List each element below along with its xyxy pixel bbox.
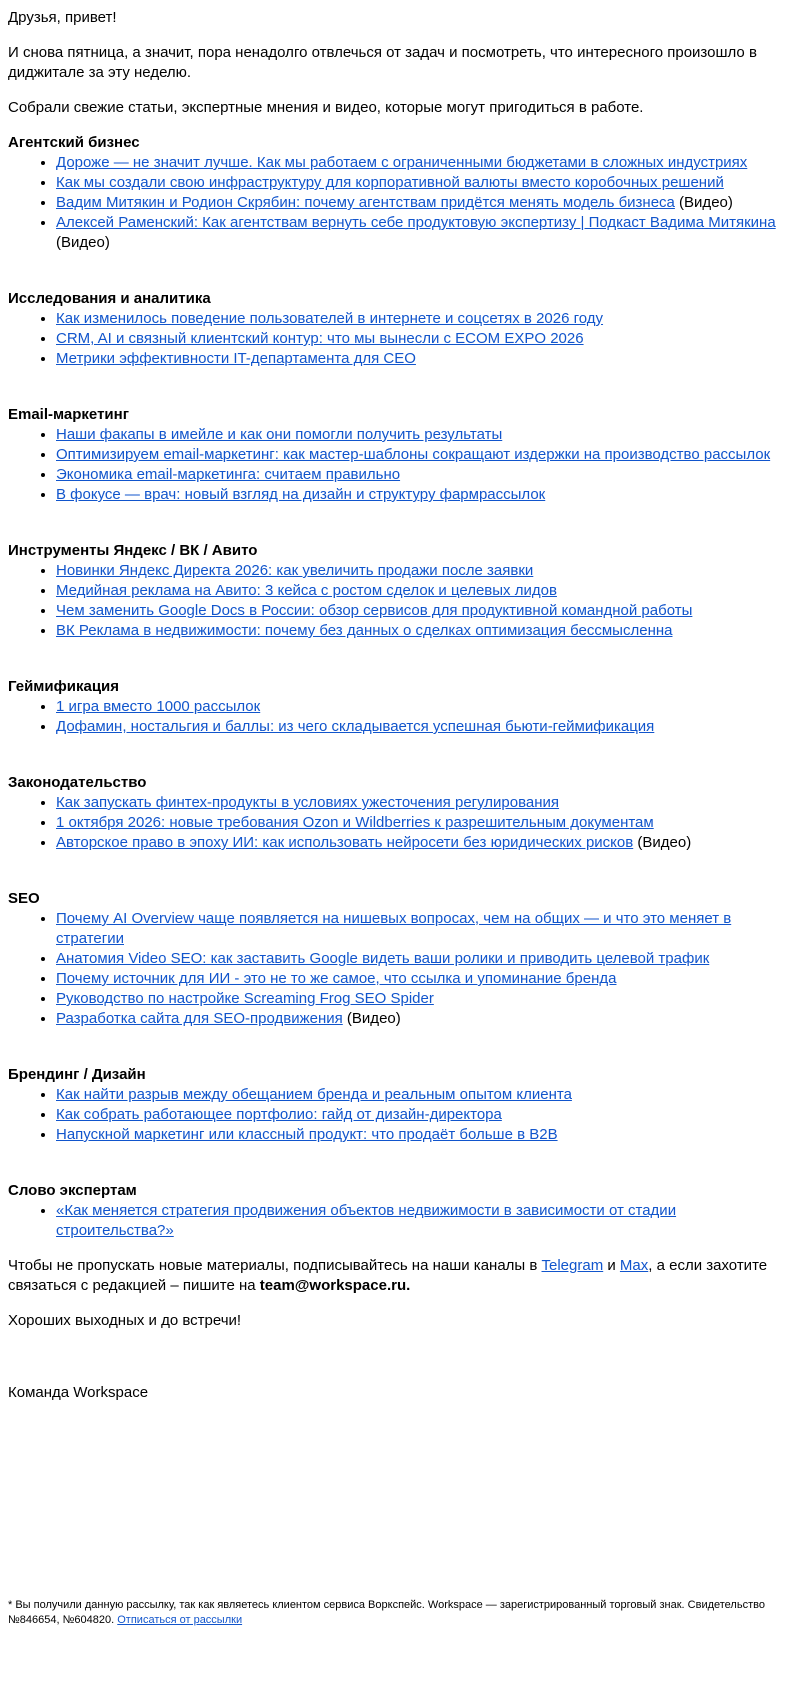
section-title: Email-маркетинг bbox=[8, 406, 129, 423]
article-link[interactable]: Авторское право в эпоху ИИ: как использовать нейросети без юридических рисков bbox=[56, 834, 634, 851]
section-spacer bbox=[8, 853, 792, 889]
article-link[interactable]: Как изменилось поведение пользователей в интернете и соцсетях в 2026 году bbox=[56, 310, 604, 327]
list-item bbox=[56, 485, 792, 505]
telegram-link[interactable]: Telegram bbox=[541, 1257, 604, 1274]
section-spacer bbox=[8, 505, 792, 541]
list-item bbox=[56, 193, 792, 213]
section-spacer bbox=[8, 369, 792, 405]
list-item bbox=[56, 717, 792, 737]
article-list bbox=[8, 909, 792, 1029]
article-list bbox=[8, 1201, 792, 1241]
article-list bbox=[8, 1085, 792, 1145]
article-link[interactable]: Руководство по настройке Screaming Frog SEO Spider bbox=[56, 990, 434, 1007]
article-link[interactable]: Напускной маркетинг или классный продукт: что продаёт больше в B2B bbox=[56, 1126, 558, 1143]
list-item bbox=[56, 1105, 792, 1125]
editor-email: team@workspace.ru. bbox=[259, 1277, 411, 1294]
list-item bbox=[56, 1009, 792, 1029]
article-link[interactable]: 1 октября 2026: новые требования Ozon и Wildberries к разрешительным документам bbox=[56, 814, 654, 831]
list-item bbox=[56, 153, 792, 173]
article-link[interactable]: Как мы создали свою инфраструктуру для корпоративной валюты вместо коробочных решений bbox=[56, 174, 724, 191]
article-list bbox=[8, 697, 792, 737]
article-link[interactable]: Почему источник для ИИ - это не то же самое, что ссылка и упоминание бренда bbox=[56, 970, 617, 987]
intro-paragraph-2: Собрали свежие статьи, экспертные мнения и видео, которые могут пригодиться в работе. bbox=[8, 99, 644, 116]
video-label: (Видео) bbox=[674, 194, 733, 211]
greeting: Друзья, привет! bbox=[8, 9, 117, 26]
section-title: Слово экспертам bbox=[8, 1182, 137, 1199]
list-item bbox=[56, 969, 792, 989]
article-link[interactable]: Как запускать финтех-продукты в условиях ужесточения регулирования bbox=[56, 794, 560, 811]
article-link[interactable]: 1 игра вместо 1000 рассылок bbox=[56, 698, 261, 715]
sections-container bbox=[8, 133, 792, 1241]
subscribe-prefix: Чтобы не пропускать новые материалы, подписывайтесь на наши каналы в bbox=[8, 1257, 542, 1274]
list-item bbox=[56, 793, 792, 813]
list-item bbox=[56, 989, 792, 1009]
footer-note-text: * Вы получили данную рассылку, так как являетесь клиентом сервиса Воркспейс. Workspace — зарегистрированный торговый знак. Свидетельство №846654, №604820. bbox=[8, 1599, 765, 1626]
article-list bbox=[8, 425, 792, 505]
section-title: Инструменты Яндекс / ВК / Авито bbox=[8, 542, 258, 559]
article-link[interactable]: Почему AI Overview чаще появляется на нишевых вопросах, чем на общих — и что это меняет в стратегии bbox=[56, 910, 732, 947]
article-list bbox=[8, 793, 792, 853]
article-list bbox=[8, 561, 792, 641]
list-item bbox=[56, 697, 792, 717]
list-item bbox=[56, 445, 792, 465]
article-link[interactable]: ВК Реклама в недвижимости: почему без данных о сделках оптимизация бессмысленна bbox=[56, 622, 673, 639]
max-link[interactable]: Max bbox=[619, 1257, 649, 1274]
spacer bbox=[8, 1241, 792, 1256]
section-title: SEO bbox=[8, 890, 40, 907]
list-item bbox=[56, 1125, 792, 1145]
section-title: Геймификация bbox=[8, 678, 120, 695]
list-item bbox=[56, 833, 792, 853]
article-link[interactable]: Вадим Митякин и Родион Скрябин: почему агентствам придётся менять модель бизнеса bbox=[56, 194, 675, 211]
list-item bbox=[56, 949, 792, 969]
signature: Команда Workspace bbox=[8, 1384, 149, 1401]
section-title: Агентский бизнес bbox=[8, 134, 140, 151]
article-link[interactable]: Экономика email-маркетинга: считаем правильно bbox=[56, 466, 401, 483]
article-list bbox=[8, 309, 792, 369]
article-list bbox=[8, 153, 792, 253]
list-item bbox=[56, 1085, 792, 1105]
section-title: Законодательство bbox=[8, 774, 147, 791]
article-link[interactable]: «Как меняется стратегия продвижения объектов недвижимости в зависимости от стадии строительства?» bbox=[56, 1202, 677, 1239]
list-item bbox=[56, 173, 792, 193]
intro-paragraph: И снова пятница, а значит, пора ненадолго отвлечься от задач и посмотреть, что интересного произошло в диджитале за эту неделю. bbox=[8, 44, 757, 81]
list-item bbox=[56, 909, 792, 949]
footer-note bbox=[8, 1598, 792, 1628]
list-item bbox=[56, 425, 792, 445]
list-item bbox=[56, 601, 792, 621]
section-title: Исследования и аналитика bbox=[8, 290, 211, 307]
article-link[interactable]: Оптимизируем email-маркетинг: как мастер-шаблоны сокращают издержки на производство рассылок bbox=[56, 446, 771, 463]
list-item bbox=[56, 621, 792, 641]
section-spacer bbox=[8, 737, 792, 773]
article-link[interactable]: Метрики эффективности IT-департамента для CEO bbox=[56, 350, 416, 367]
article-link[interactable]: Наши факапы в имейле и как они помогли получить результаты bbox=[56, 426, 503, 443]
list-item bbox=[56, 561, 792, 581]
and-word: и bbox=[603, 1257, 620, 1274]
article-link[interactable]: Новинки Яндекс Директа 2026: как увеличить продажи после заявки bbox=[56, 562, 534, 579]
article-link[interactable]: Как собрать работающее портфолио: гайд от дизайн-директора bbox=[56, 1106, 502, 1123]
section-spacer bbox=[8, 1029, 792, 1065]
list-item bbox=[56, 349, 792, 369]
article-link[interactable]: Как найти разрыв между обещанием бренда и реальным опытом клиента bbox=[56, 1086, 572, 1103]
farewell: Хороших выходных и до встречи! bbox=[8, 1312, 242, 1329]
section-spacer bbox=[8, 1145, 792, 1181]
article-link[interactable]: Алексей Раменский: Как агентствам вернуть себе продуктовую экспертизу | Подкаст Вадима Митякина bbox=[56, 214, 776, 231]
article-link[interactable]: Дофамин, ностальгия и баллы: из чего складывается успешная бьюти-геймификация bbox=[56, 718, 655, 735]
article-link[interactable]: Медийная реклама на Авито: 3 кейса с ростом сделок и целевых лидов bbox=[56, 582, 557, 599]
spacer bbox=[8, 1418, 792, 1598]
section-spacer bbox=[8, 253, 792, 289]
article-link[interactable]: В фокусе — врач: новый взгляд на дизайн и структуру фармрассылок bbox=[56, 486, 546, 503]
video-label: (Видео) bbox=[56, 234, 110, 251]
spacer bbox=[8, 1346, 792, 1383]
subscribe-paragraph bbox=[8, 1256, 792, 1296]
unsubscribe-link[interactable]: Отписаться от рассылки bbox=[117, 1614, 243, 1626]
article-link[interactable]: Разработка сайта для SEO-продвижения bbox=[56, 1010, 343, 1027]
video-label: (Видео) bbox=[633, 834, 692, 851]
article-link[interactable]: Дороже — не значит лучше. Как мы работаем с ограниченными бюджетами в сложных индустриях bbox=[56, 154, 748, 171]
list-item bbox=[56, 465, 792, 485]
list-item bbox=[56, 309, 792, 329]
list-item bbox=[56, 329, 792, 349]
article-link[interactable]: CRM, AI и связный клиентский контур: что мы вынесли с ECOM EXPO 2026 bbox=[56, 330, 584, 347]
article-link[interactable]: Чем заменить Google Docs в России: обзор сервисов для продуктивной командной работы bbox=[56, 602, 693, 619]
subscribe-middle: , а если захотите связаться с редакцией – пишите на bbox=[8, 1257, 768, 1294]
list-item bbox=[56, 213, 792, 253]
article-link[interactable]: Анатомия Video SEO: как заставить Google видеть ваши ролики и приводить целевой трафик bbox=[56, 950, 710, 967]
list-item bbox=[56, 1201, 792, 1241]
section-spacer bbox=[8, 641, 792, 677]
video-label: (Видео) bbox=[342, 1010, 401, 1027]
list-item bbox=[56, 581, 792, 601]
list-item bbox=[56, 813, 792, 833]
section-title: Брендинг / Дизайн bbox=[8, 1066, 146, 1083]
